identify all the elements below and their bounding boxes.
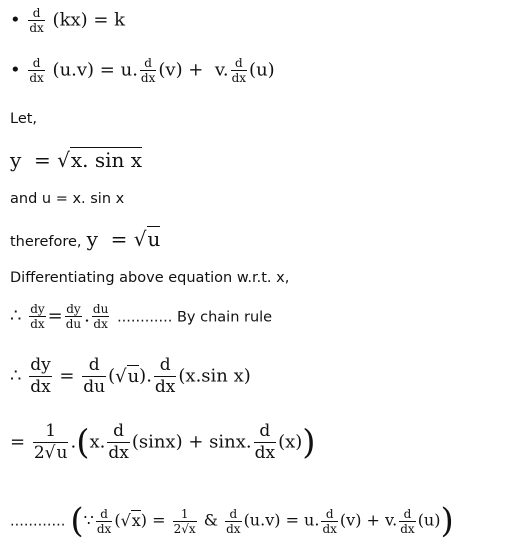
text-and-u: and u = x. sin x [10,191,125,207]
rule-product: • $\frac{d}{dx}$ (u.v) = u. $\frac{d}{dx}$ (v) + v. $\frac{d}{dx}$ (u) [10,56,275,85]
fraction-d-dx: $\frac{d}{dx}$ [29,56,44,85]
equation-chain-applied: ∴ $\frac{dy}{dx}$ = $\frac{d}{du}$ (√u). $\frac{d}{dx}$ (x.sin x) [10,355,251,397]
equation-result: = $\frac{1}{2√u}$ .(x. $\frac{d}{dx}$ (sinx) + sinx. $\frac{d}{dx}$ (x)) [10,421,316,463]
equation-y-definition: y = √x. sin x [10,148,143,172]
sqrt-u: √u [133,227,161,251]
text-let: Let, [10,111,38,127]
fraction-d-dx: $\frac{d}{dx}$ [29,6,44,35]
sqrt-x-sinx: √x. sin x [57,148,143,172]
equation-reason: ............ (∵ $\frac{d}{dx}$ (√x) = $\frac{1}{2√x}$ & $\frac{d}{dx}$ (u.v) = u. $\frac{d}{dx}$ (v) + v. $\frac{d}{dx}$ (u)) [10,501,454,541]
equation-chain-rule: ∴ $\frac{dy}{dx}$ = $\frac{dy}{du}$ . $\frac{du}{dx}$ ............ By chain rule [10,302,273,331]
fraction-d-dx: $\frac{d}{dx}$ [231,56,247,85]
text-by-chain-rule: ............ By chain rule [117,309,273,326]
fraction-d-dx: $\frac{d}{dx}$ [140,56,156,85]
rule-derivative-constant: • $\frac{d}{dx}$ (kx) = k [10,6,126,35]
equation-y-sqrt-u: therefore, y = √u [10,227,161,251]
text-differentiating: Differentiating above equation w.r.t. x, [10,270,290,286]
